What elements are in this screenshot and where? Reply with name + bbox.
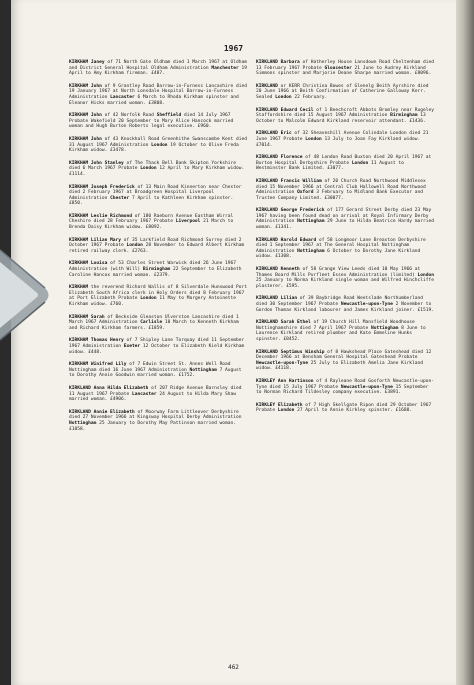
entry-text: of 177 Gerard Street Derby died 23 May 1967 having been found dead on arrival at Royal Infirmary Derby Administration <box>256 208 432 225</box>
probate-entry <box>69 238 247 255</box>
entry-name: KIRKHAM Joseph Frederick <box>69 184 135 190</box>
entry-text: 12 October to Elizabeth Kield Kirkham widow. £448. <box>69 343 245 355</box>
entry-text: 11 August to Westminster Bank Limited. £3077. <box>256 160 404 172</box>
probate-entry <box>69 362 247 379</box>
entry-registry: Nottingham <box>297 219 325 225</box>
entry-name: KIRKHAM Thomas Henry <box>69 338 124 344</box>
entry-text: of 9 Grantley Road Barrow-in-Furness Lancashire died 19 January 1967 at North Lonsdale Hospital Barrow-in-Furness Administration <box>69 83 247 100</box>
entry-text: 19 October to Olive Freda Kirkham widow. £3478. <box>69 142 239 154</box>
probate-entry <box>69 161 247 178</box>
entry-name: KIRKLAND Edward Cecil <box>256 107 314 113</box>
entry-text: 6 March to Rhoda Kirkham spinster and Eleanor Hicks married woman. £3808. <box>69 94 239 106</box>
entry-text: of 43 Knockhall Road Greenhithe Swanscombe Kent died 31 August 1967 Administration <box>69 136 247 148</box>
entry-text: of 13 Main Road Kinnerton near Chester died 2 February 1967 at Broadgreen Hospital Liverpool Administration <box>69 184 242 201</box>
entry-name: KIRKLAND Barbara <box>256 60 300 65</box>
entry-name: KIRKLAND Francis William <box>256 178 322 184</box>
entry-text: 19 April to Amy Kirkham fireman. £487. <box>69 65 247 77</box>
probate-entry <box>69 214 247 231</box>
entry-text: of 58 Longmoor Lane Breaston Derbyshire died 1 September 1967 at The General Hospital Nottingham Administration <box>256 237 426 254</box>
entry-text: of 19 Church Hill Mansfield Woodhouse Nottinghamshire died 7 April 1967 Probate <box>256 320 415 331</box>
entry-text: of The Thack Bell Bank Skipton Yorkshire died 6 March 1967 Probate <box>69 160 236 172</box>
probate-entry <box>256 296 434 313</box>
entry-text: of 42 Norfolk Road <box>101 113 157 119</box>
entry-text: 21 March to Brenda Daisy Kirkham widow. £8092. <box>69 219 234 231</box>
page-year: 1967 <box>223 44 244 53</box>
entry-registry: London <box>275 94 292 100</box>
entry-text: of 58 Grange View Leeds died 10 May 1966 at Thames Board Mills Purfleet Essex Administration (limited) <box>256 267 421 278</box>
entry-registry: Newcastle-upon-Tyne <box>340 302 393 307</box>
probate-entry <box>69 261 247 278</box>
entry-name: KIRKLAND Annie Elizabeth <box>69 409 135 415</box>
probate-entry <box>69 410 247 432</box>
probate-entry <box>69 84 247 106</box>
entry-text: 2 November to Gordon Thomas Kirkland labourer and James Kirkland joiner. £1519. <box>256 302 434 313</box>
entry-text: 25 July to Elizabeth Amelia Jane Kirkland widow. £4118. <box>256 360 423 372</box>
entry-name: KIRKLAND Septimus Winship <box>256 349 325 355</box>
entry-text: 25 January to Norma Kirkland single woman and Wilfred Hinchcliffe plasterer. £595. <box>256 278 434 289</box>
entry-registry: Carlisle <box>140 320 163 326</box>
probate-entry <box>69 185 247 207</box>
entry-text: of 20 Church Road Northwood Middlesex died 15 November 1966 at Central Club Hallowell Road Northwood Administration <box>256 178 426 196</box>
probate-entry <box>256 320 434 342</box>
entry-text: 15 September to Norman Richard Tildesley company executive. £3891. <box>256 384 429 396</box>
entry-registry: Oxford <box>297 190 314 196</box>
entry-text: 21 June to Audrey Kirkland Simmons spinster and Marjorie Deane Sharpe married woman. £8096. <box>256 65 432 77</box>
entry-text: 25 January to Dorothy May Pattinson married woman. £1058. <box>69 420 236 432</box>
entry-registry: London <box>140 296 157 302</box>
entry-name: KIRKLAND Florence <box>256 155 303 161</box>
entry-text: 10 March to Kenneth Kirkham and Richard Kirkham farmers. £1859. <box>69 320 239 331</box>
entry-name: KIRKHAM Sarah <box>69 314 105 320</box>
entry-text: of 180 Raeburn Avenue Eastham Wirral Cheshire died 28 February 1967 Probate <box>69 213 234 225</box>
entry-registry: London <box>351 160 369 166</box>
entry-name: KIRKHAM Leslie Richmond <box>69 213 132 219</box>
entry-registry: London <box>417 272 434 278</box>
entry-text: 27 April to Annie Kirkley spinster. £1688. <box>294 408 413 414</box>
ledger-page <box>11 0 456 685</box>
entry-name: KIRKLAND Sarah Ethel <box>256 320 311 326</box>
entry-name: KIRKLAND Anna Hilda Elizabeth <box>69 385 149 391</box>
right-column <box>256 60 434 421</box>
entry-registry: London <box>126 243 143 249</box>
entry-registry: Exeter <box>123 343 141 349</box>
probate-entry <box>69 315 247 332</box>
entry-registry: Manchester <box>211 65 239 71</box>
binder-clip <box>0 240 60 350</box>
entry-text: of 39 Baybridge Road Weetslade Northumberland died 30 September 1967 Probate <box>256 296 423 307</box>
page-number: 462 <box>228 664 239 671</box>
entry-name: KIRKHAM John Stanley <box>69 160 124 166</box>
entry-name: KIRKHAM John <box>69 113 102 119</box>
entry-name: KIRKHAM Janey <box>69 60 105 65</box>
probate-entry <box>256 403 434 414</box>
entry-text: 8 June to Laurence Kirkland retired plumber and Kate Emmeline Hunks spinster. £8452. <box>256 325 426 342</box>
probate-entry <box>256 350 434 372</box>
probate-entry <box>69 338 247 355</box>
entry-name: KIRKLAND Kenneth <box>256 267 300 273</box>
entry-name: KIRKLEY Ann Hartinson <box>256 378 314 384</box>
entry-registry: Chester <box>110 195 130 201</box>
entry-text: 7 April to Kathleen Kirkham spinster. £850. <box>69 195 234 207</box>
entry-text: of 8 Hawkshead Place Gateshead died 12 December 1966 at Bensham General Hospital Gateshead Probate <box>256 349 432 361</box>
entry-text: of 4 Rayleane Road Gosforth Newcastle-upon-Tyne died 15 July 1967 Probate <box>256 378 434 390</box>
probate-entry <box>69 386 247 403</box>
entry-text: of 35 Larkfield Road Richmond Surrey died 2 October 1967 Probate <box>69 237 242 249</box>
entry-name: KIRKHAM <box>69 285 89 291</box>
entry-text: or KERR Christina Bowes of Glenelg Beith Ayrshire died 20 June 1966 at Beith Confirmation of Catherine Galloway Kerr. Sealed <box>256 83 429 100</box>
entry-text: 22 February. <box>291 94 328 100</box>
entry-name: KIRKLAND Eric <box>256 131 292 137</box>
entry-text: 13 October to Malcolm Edward Kirkland reservoir attendant. £1436. <box>256 113 426 124</box>
entry-text: 6 October to Dorothy Jane Kirkland widow. £1308. <box>256 248 421 260</box>
entry-name: KIRKLAND <box>256 83 278 89</box>
entry-name: KIRKHAM Winifred Lily <box>69 362 127 368</box>
entry-name: KIRKLAND Harold Edward <box>256 237 317 243</box>
entry-text: 22 September to Elizabeth Caroline Hancox married woman. £2379. <box>69 267 242 278</box>
probate-entry <box>69 137 247 154</box>
entry-text: of 7 High Skellgate Ripon died 29 October 1967 Probate <box>256 402 432 414</box>
entry-text: of 7 Shipley Lane Torquay died 11 September 1967 Administration <box>69 338 245 349</box>
probate-entry <box>256 238 434 260</box>
entry-text: 11 May to Margery Antoinette Kirkham widow. £760. <box>69 296 237 307</box>
entry-registry: London <box>305 136 322 142</box>
entry-name: KIRKHAM Louisa <box>69 261 108 267</box>
entry-registry: Newcastle-upon-Tyne <box>256 360 309 366</box>
probate-entry <box>256 84 434 101</box>
entry-registry: London <box>140 166 157 172</box>
probate-entry <box>256 267 434 289</box>
probate-entry <box>69 60 247 77</box>
entry-registry: Nottingham <box>370 325 399 331</box>
entry-registry: Nottingham <box>189 367 217 373</box>
entry-text: 12 April to Mary Kirkham widow. £1114. <box>69 166 245 177</box>
probate-entry <box>69 113 247 130</box>
entry-text: 7 August to Dorothy Annie Goodwin married woman. £1752. <box>69 367 242 379</box>
entry-name: KIRKHAM Lilian Mary <box>69 237 122 243</box>
entry-registry: Liverpool <box>175 219 201 225</box>
probate-entry <box>256 179 434 201</box>
entry-registry: Lancaster <box>131 391 157 397</box>
page-edge <box>456 0 474 685</box>
entry-text: of Hatherley House Lansdown Road Cheltenham died 13 February 1967 Probate <box>256 60 434 71</box>
entry-text: 29 June to Hilda Beatrice Hardy married woman. £1341. <box>256 219 434 231</box>
entry-text: of 71 North Gate Oldham died 1 March 1967 at Oldham and District General Hospital Oldham Administration <box>69 60 247 71</box>
entry-text: of 7 Edwin Street St. Annes Well Road Nottingham died 16 June 1967 Administration <box>69 362 231 373</box>
entry-registry: Nottingham <box>69 420 97 426</box>
entry-registry: Nottingham <box>297 248 325 254</box>
entry-text: the reverend Richard Wallis of 8 Silverdale Hunswood Port Elizabeth South Africa clerk in Holy Orders died 8 February 1967 at Port Elizabeth Probate <box>69 285 247 302</box>
entry-registry: Birmingham <box>390 113 418 119</box>
entry-text: 28 November to Edward Albert Kirkham retired railway clerk. £2763. <box>69 243 245 254</box>
left-column <box>69 60 247 439</box>
entry-registry: Sheffield <box>156 113 182 119</box>
entry-registry: London <box>151 142 168 148</box>
entry-text: 24 August to Hilda Mary Shaw married woman. £4906. <box>69 391 236 403</box>
entry-registry: Lancaster <box>110 94 135 100</box>
probate-entry <box>256 155 434 172</box>
entry-text: of 207 Ridge Avenue Barnsley died 11 August 1967 Probate <box>69 385 242 397</box>
probate-entry <box>256 131 434 148</box>
entry-name: KIRKHAM John <box>69 83 102 89</box>
probate-entry <box>256 208 434 230</box>
probate-entry <box>256 108 434 125</box>
entry-name: KIRKLAND George Frederick <box>256 208 325 214</box>
entry-text: of 53 Charles Street Warwick died 26 June 1967 Administration (with Will) <box>69 261 236 273</box>
entry-text: died 14 July 1967 Probate Wakefield 20 September to Mary Alice Hancock married woman and Hugh Burton Roberts legal executive. £960. <box>69 113 234 130</box>
entry-registry: London <box>277 408 295 414</box>
probate-entry <box>256 379 434 396</box>
entry-registry: Birmingham <box>142 267 171 273</box>
probate-entry <box>69 285 247 307</box>
entry-text: of 1 Beechcroft Abbots Bromley near Rugeley Staffordshire died 15 August 1967 Administration <box>256 107 434 119</box>
entry-text: of Moorway Farm Littleover Derbyshire died 27 November 1966 at Kingsway Hospital Derby Administration <box>69 409 242 421</box>
entry-text: of 32 Sheaveshill Avenue Colindale London died 21 June 1967 Probate <box>256 131 429 142</box>
entry-registry: Gloucester <box>324 65 352 71</box>
entry-name: KIRKLEY Elizabeth <box>256 402 303 408</box>
probate-entry <box>256 60 434 77</box>
entry-text: of 48 London Road Buxton died 20 April 1967 at Burton Hospital Derbyshire Probate <box>256 155 432 166</box>
entry-text: 13 July to Joan Fay Kirkland widow. £7014. <box>256 136 421 148</box>
entry-text: 3 February to Midland Bank Executor and Trustee Company Limited. £30077. <box>256 190 423 201</box>
entry-name: KIRKLAND Lilian <box>256 296 298 302</box>
entry-registry: Newcastle-upon-Tyne <box>340 384 393 390</box>
entry-name: KIRKHAM John <box>69 136 102 142</box>
entry-text: of Beckside Gleaston Ulverston Lancashire died 1 March 1967 Administration <box>69 314 239 326</box>
